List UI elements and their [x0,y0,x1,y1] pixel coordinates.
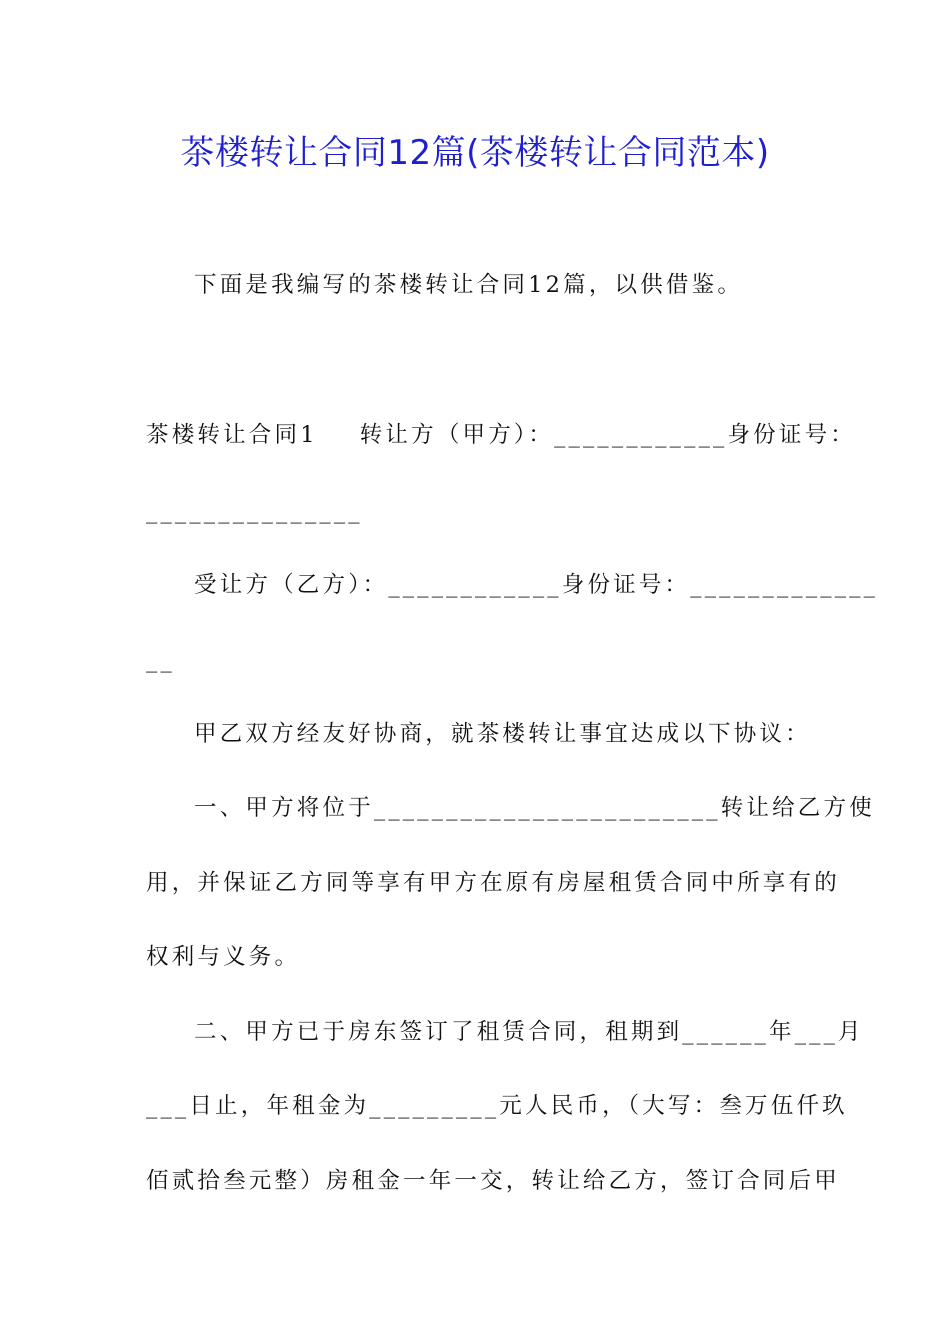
clause-1-line-1: 一、甲方将位于________________________转让给乙方使 [194,795,875,821]
clause-2-line-2: ___日止，年租金为_________元人民币，（大写：叁万伍仟玖 [146,1093,848,1119]
clause-2-line-3: 佰贰拾叁元整）房租金一年一交，转让给乙方，签订合同后甲 [146,1168,840,1194]
transferor-id-blank: _______________ [146,498,363,524]
document-title: 茶楼转让合同12篇(茶楼转让合同范本) [180,133,770,173]
clause-1-line-3: 权利与义务。 [146,944,301,970]
agreement-intro: 甲乙双方经友好协商，就茶楼转让事宜达成以下协议： [194,721,811,747]
transferee-line: 受让方（乙方）：____________身份证号：_____________ [194,572,879,598]
transferee-id-continuation: __ [146,647,175,673]
intro-paragraph: 下面是我编写的茶楼转让合同12篇，以供借鉴。 [194,272,744,298]
clause-2-line-1: 二、甲方已于房东签订了租赁合同，租期到______年___月 [194,1019,864,1045]
clause-1-line-2: 用，并保证乙方同等享有甲方在原有房屋租赁合同中所享有的 [146,870,840,896]
section-heading: 茶楼转让合同1 [146,422,318,448]
transferor-line: 转让方（甲方）：____________身份证号： [359,422,856,448]
transferor-row [146,420,856,450]
